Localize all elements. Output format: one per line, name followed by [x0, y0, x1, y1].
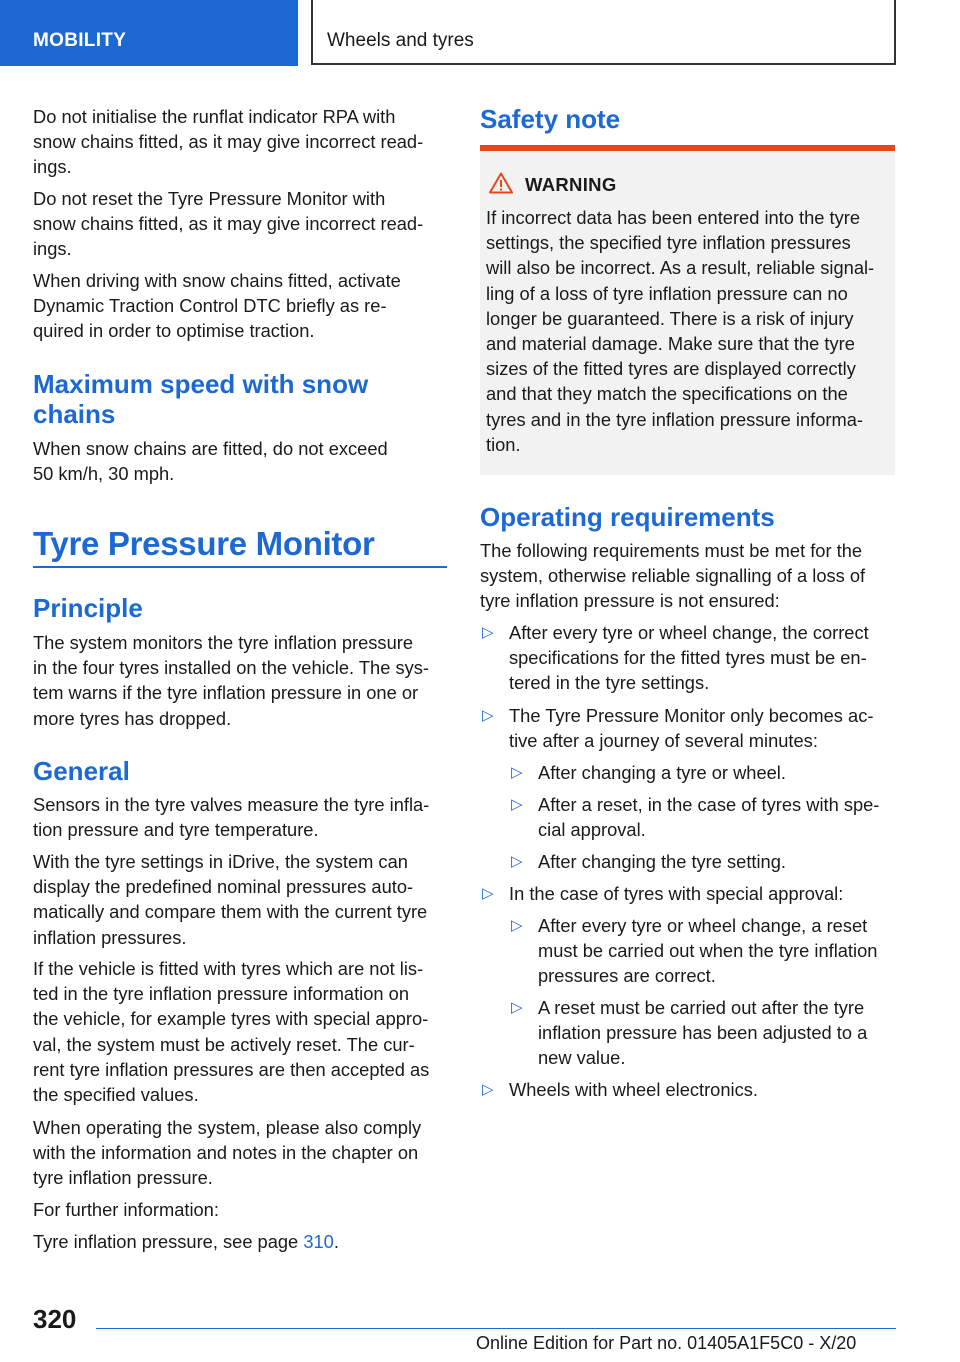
- bullet-icon: ▷: [511, 853, 523, 870]
- sublist-item-reset-adjusted: [538, 995, 867, 1071]
- text-line: must be carried out when the tyre inflation: [538, 940, 878, 962]
- heading-operating: Operating requirements: [480, 502, 775, 532]
- text-line: tion pressure and tyre temperature.: [33, 819, 319, 841]
- text-line: tyres and in the tyre inflation pressure informa-: [486, 408, 863, 430]
- para-comply: [33, 1115, 421, 1191]
- text-line: tered in the tyre settings.: [509, 672, 710, 694]
- warning-text: [486, 205, 874, 457]
- heading-tpm: Tyre Pressure Monitor: [33, 525, 375, 562]
- text-line: pressures are correct.: [538, 965, 716, 987]
- text-line: ings.: [33, 156, 72, 178]
- bullet-icon: ▷: [482, 707, 494, 724]
- page-header: [0, 0, 960, 66]
- see-page-end: .: [333, 1231, 339, 1252]
- text-line: and material damage. Make sure that the tyre: [486, 333, 855, 355]
- para-dtc: [33, 268, 401, 344]
- text-line: inflation pressure has been adjusted to a: [538, 1022, 868, 1044]
- text-line: val, the system must be actively reset. The cur-: [33, 1033, 415, 1055]
- bullet-icon: ▷: [511, 796, 523, 813]
- list-item-tyre-change: [509, 620, 869, 696]
- para-idrive: [33, 849, 427, 950]
- text-line: The system monitors the tyre inflation pressure: [33, 632, 413, 653]
- text-line: sizes of the fitted tyres are displayed correctly: [486, 358, 856, 380]
- text-line: After every tyre or wheel change, the correct: [509, 622, 869, 643]
- text-line: more tyres has dropped.: [33, 707, 232, 729]
- text-line: If incorrect data has been entered into the tyre: [486, 207, 860, 228]
- text-line: in the four tyres installed on the vehicle. The sys-: [33, 657, 429, 679]
- bullet-icon: ▷: [511, 764, 523, 781]
- text-line: snow chains fitted, as it may give incorrect read-: [33, 213, 424, 235]
- warning-triangle-icon: [489, 172, 513, 194]
- text-line: tem warns if the tyre inflation pressure in one or: [33, 682, 419, 704]
- text-line: Maximum speed with snow: [33, 369, 369, 399]
- text-line: With the tyre settings in iDrive, the system can: [33, 851, 408, 872]
- bullet-icon: ▷: [511, 999, 523, 1016]
- para-sensors: [33, 792, 429, 842]
- text-line: ling of a loss of tyre inflation pressure can no: [486, 282, 848, 304]
- sublist-item-changing-tyre: After changing a tyre or wheel.: [538, 762, 786, 783]
- text-line: tyre inflation pressure.: [33, 1167, 213, 1189]
- heading-general: General: [33, 756, 130, 786]
- text-line: longer be guaranteed. There is a risk of injury: [486, 307, 854, 329]
- sublist-item-reset-correct: [538, 913, 877, 989]
- text-line: After a reset, in the case of tyres with spe-: [538, 794, 880, 815]
- para-operating: [480, 538, 865, 614]
- text-line: tion.: [486, 433, 521, 455]
- text-line: The Tyre Pressure Monitor only becomes ac-: [509, 705, 874, 726]
- text-line: Dynamic Traction Control DTC briefly as re-: [33, 295, 387, 317]
- text-line: tyre inflation pressure is not ensured:: [480, 590, 780, 612]
- list-item-wheel-electronics: Wheels with wheel electronics.: [509, 1079, 758, 1100]
- text-line: The following requirements must be met for the: [480, 540, 863, 561]
- footer-rule: [96, 1328, 896, 1329]
- heading-rule: [33, 566, 447, 568]
- text-line: A reset must be carried out after the tyre: [538, 997, 865, 1018]
- text-line: system, otherwise reliable signalling of a loss of: [480, 565, 866, 587]
- text-line: rent tyre inflation pressures are then accepted as: [33, 1058, 430, 1080]
- text-line: chains: [33, 399, 116, 429]
- sublist-item-after-reset: [538, 792, 879, 842]
- text-line: the vehicle, for example tyres with special appro-: [33, 1008, 429, 1030]
- text-line: After every tyre or wheel change, a reset: [538, 915, 868, 936]
- list-item-special-approval: In the case of tyres with special approval:: [509, 883, 844, 904]
- para-further-info: For further information:: [33, 1199, 219, 1220]
- text-line: Do not reset the Tyre Pressure Monitor with: [33, 188, 386, 209]
- text-line: Sensors in the tyre valves measure the tyre infla-: [33, 794, 430, 815]
- text-line: cial approval.: [538, 819, 646, 841]
- heading-max-speed: [33, 369, 368, 429]
- heading-safety-note: Safety note: [480, 104, 621, 134]
- text-line: When driving with snow chains fitted, activate: [33, 270, 401, 291]
- text-line: If the vehicle is fitted with tyres which are not lis-: [33, 958, 424, 979]
- text-line: and that they match the specifications on the: [486, 383, 848, 405]
- para-max-speed: [33, 436, 388, 486]
- footer-edition: Online Edition for Part no. 01405A1F5C0 - X/20: [476, 1333, 857, 1353]
- page-number: 320: [33, 1304, 77, 1334]
- bullet-icon: ▷: [482, 1081, 494, 1098]
- text-line: display the predefined nominal pressures auto-: [33, 876, 414, 898]
- heading-principle: Principle: [33, 593, 143, 623]
- list-item-becomes-active: [509, 703, 873, 753]
- bullet-icon: ▷: [511, 917, 523, 934]
- warning-label: WARNING: [525, 174, 617, 195]
- text-line: specifications for the fitted tyres must be en-: [509, 647, 867, 669]
- text-line: 50 km/h, 30 mph.: [33, 463, 175, 485]
- text-line: quired in order to optimise traction.: [33, 320, 315, 342]
- text-line: with the information and notes in the chapter on: [33, 1142, 419, 1164]
- text-line: will also be incorrect. As a result, reliable signal-: [486, 257, 875, 279]
- chapter-title: Wheels and tyres: [311, 0, 896, 65]
- section-tab: MOBILITY: [0, 0, 298, 66]
- bullet-icon: ▷: [482, 885, 494, 902]
- text-line: new value.: [538, 1047, 626, 1069]
- text-line: tive after a journey of several minutes:: [509, 730, 818, 752]
- text-line: ted in the tyre inflation pressure information on: [33, 983, 409, 1005]
- para-see-page: [33, 1229, 339, 1254]
- sublist-item-tyre-setting: After changing the tyre setting.: [538, 851, 786, 872]
- text-line: the specified values.: [33, 1084, 199, 1106]
- text-line: When operating the system, please also comply: [33, 1117, 422, 1138]
- para-reset: [33, 186, 423, 262]
- text-line: matically and compare them with the current tyre: [33, 901, 428, 923]
- text-line: Do not initialise the runflat indicator RPA with: [33, 106, 396, 127]
- para-runflat: [33, 104, 423, 180]
- para-principle: [33, 630, 429, 731]
- text-line: ings.: [33, 238, 72, 260]
- see-page-text: Tyre inflation pressure, see page: [33, 1231, 304, 1252]
- page-link-310[interactable]: 310: [303, 1231, 334, 1252]
- para-special-tyres: [33, 956, 429, 1107]
- text-line: snow chains fitted, as it may give incorrect read-: [33, 131, 424, 153]
- text-line: settings, the specified tyre inflation pressures: [486, 232, 851, 254]
- text-line: inflation pressures.: [33, 926, 187, 948]
- bullet-icon: ▷: [482, 624, 494, 641]
- text-line: When snow chains are fitted, do not exceed: [33, 438, 388, 459]
